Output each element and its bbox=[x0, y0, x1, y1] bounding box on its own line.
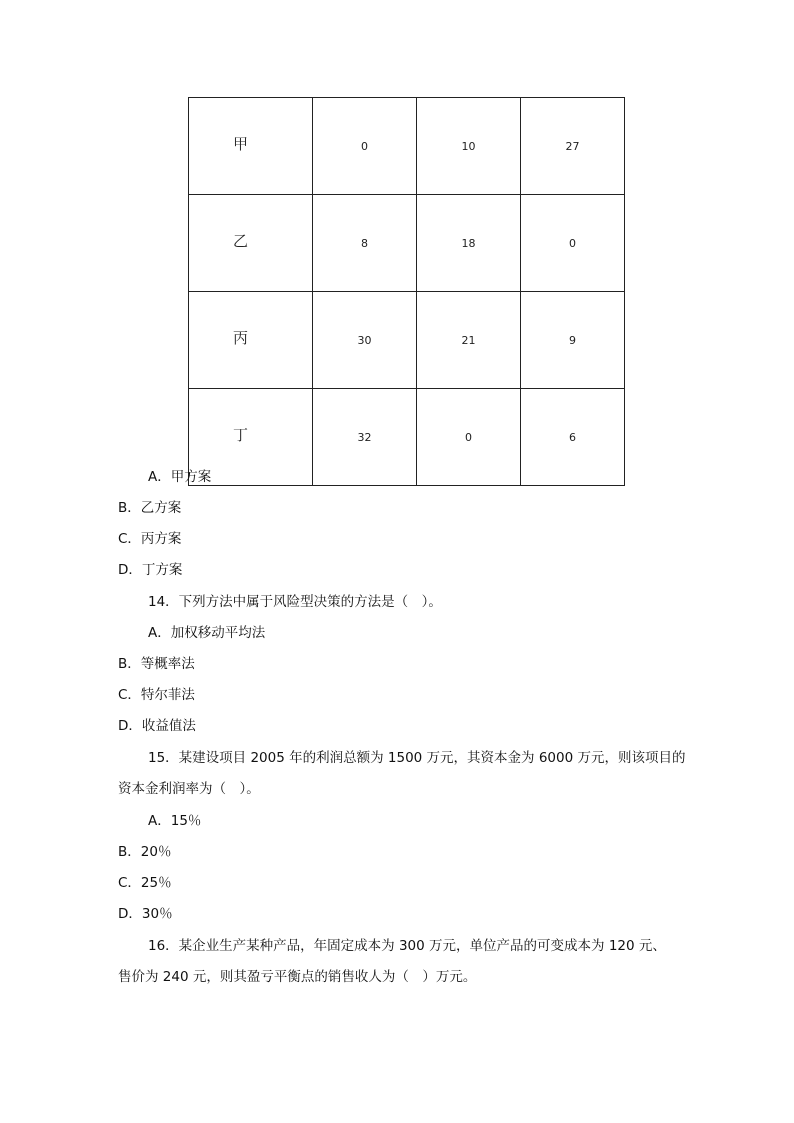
table-cell: 27 bbox=[521, 98, 625, 195]
table-cell: 10 bbox=[417, 98, 521, 195]
table-cell: 30 bbox=[313, 292, 417, 389]
table-cell: 0 bbox=[313, 98, 417, 195]
q13-option-c: C．丙方案 bbox=[118, 531, 182, 547]
table-row bbox=[189, 195, 625, 292]
q16-stem-line2: 售价为 240 元，则其盈亏平衡点的销售收人为（ ）万元。 bbox=[118, 969, 477, 985]
row-label: 丁 bbox=[189, 389, 313, 486]
q14-option-c: C．特尔菲法 bbox=[118, 687, 195, 703]
q14-option-a: A．加权移动平均法 bbox=[148, 625, 266, 641]
row-label: 乙 bbox=[189, 195, 313, 292]
table-row bbox=[189, 389, 625, 486]
table-cell: 0 bbox=[417, 389, 521, 486]
q15-option-b: B．20％ bbox=[118, 844, 172, 860]
row-label: 甲 bbox=[189, 98, 313, 195]
q14-option-d: D．收益值法 bbox=[118, 718, 196, 734]
table-cell: 6 bbox=[521, 389, 625, 486]
payoff-table bbox=[188, 97, 625, 486]
row-label: 丙 bbox=[189, 292, 313, 389]
q15-option-c: C．25％ bbox=[118, 875, 172, 891]
q13-option-a: A．甲方案 bbox=[148, 469, 212, 485]
table-row bbox=[189, 292, 625, 389]
table-cell: 0 bbox=[521, 195, 625, 292]
q15-option-d: D．30％ bbox=[118, 906, 173, 922]
table-cell: 21 bbox=[417, 292, 521, 389]
q14-option-b: B．等概率法 bbox=[118, 656, 195, 672]
table-cell: 8 bbox=[313, 195, 417, 292]
q13-option-b: B．乙方案 bbox=[118, 500, 182, 516]
q13-option-d: D．丁方案 bbox=[118, 562, 183, 578]
table-row bbox=[189, 98, 625, 195]
q15-option-a: A．15％ bbox=[148, 813, 202, 829]
q16-stem-line1: 16．某企业生产某种产品，年固定成本为 300 万元，单位产品的可变成本为 120 元、 bbox=[148, 938, 666, 954]
q15-stem-line2: 资本金利润率为（ ）。 bbox=[118, 781, 260, 797]
table-cell: 32 bbox=[313, 389, 417, 486]
q15-stem-line1: 15．某建设项目 2005 年的利润总额为 1500 万元，其资本金为 6000 万元，则该项目的 bbox=[148, 750, 686, 766]
table-cell: 18 bbox=[417, 195, 521, 292]
table-cell: 9 bbox=[521, 292, 625, 389]
q14-stem: 14．下列方法中属于风险型决策的方法是（ ）。 bbox=[148, 594, 442, 610]
